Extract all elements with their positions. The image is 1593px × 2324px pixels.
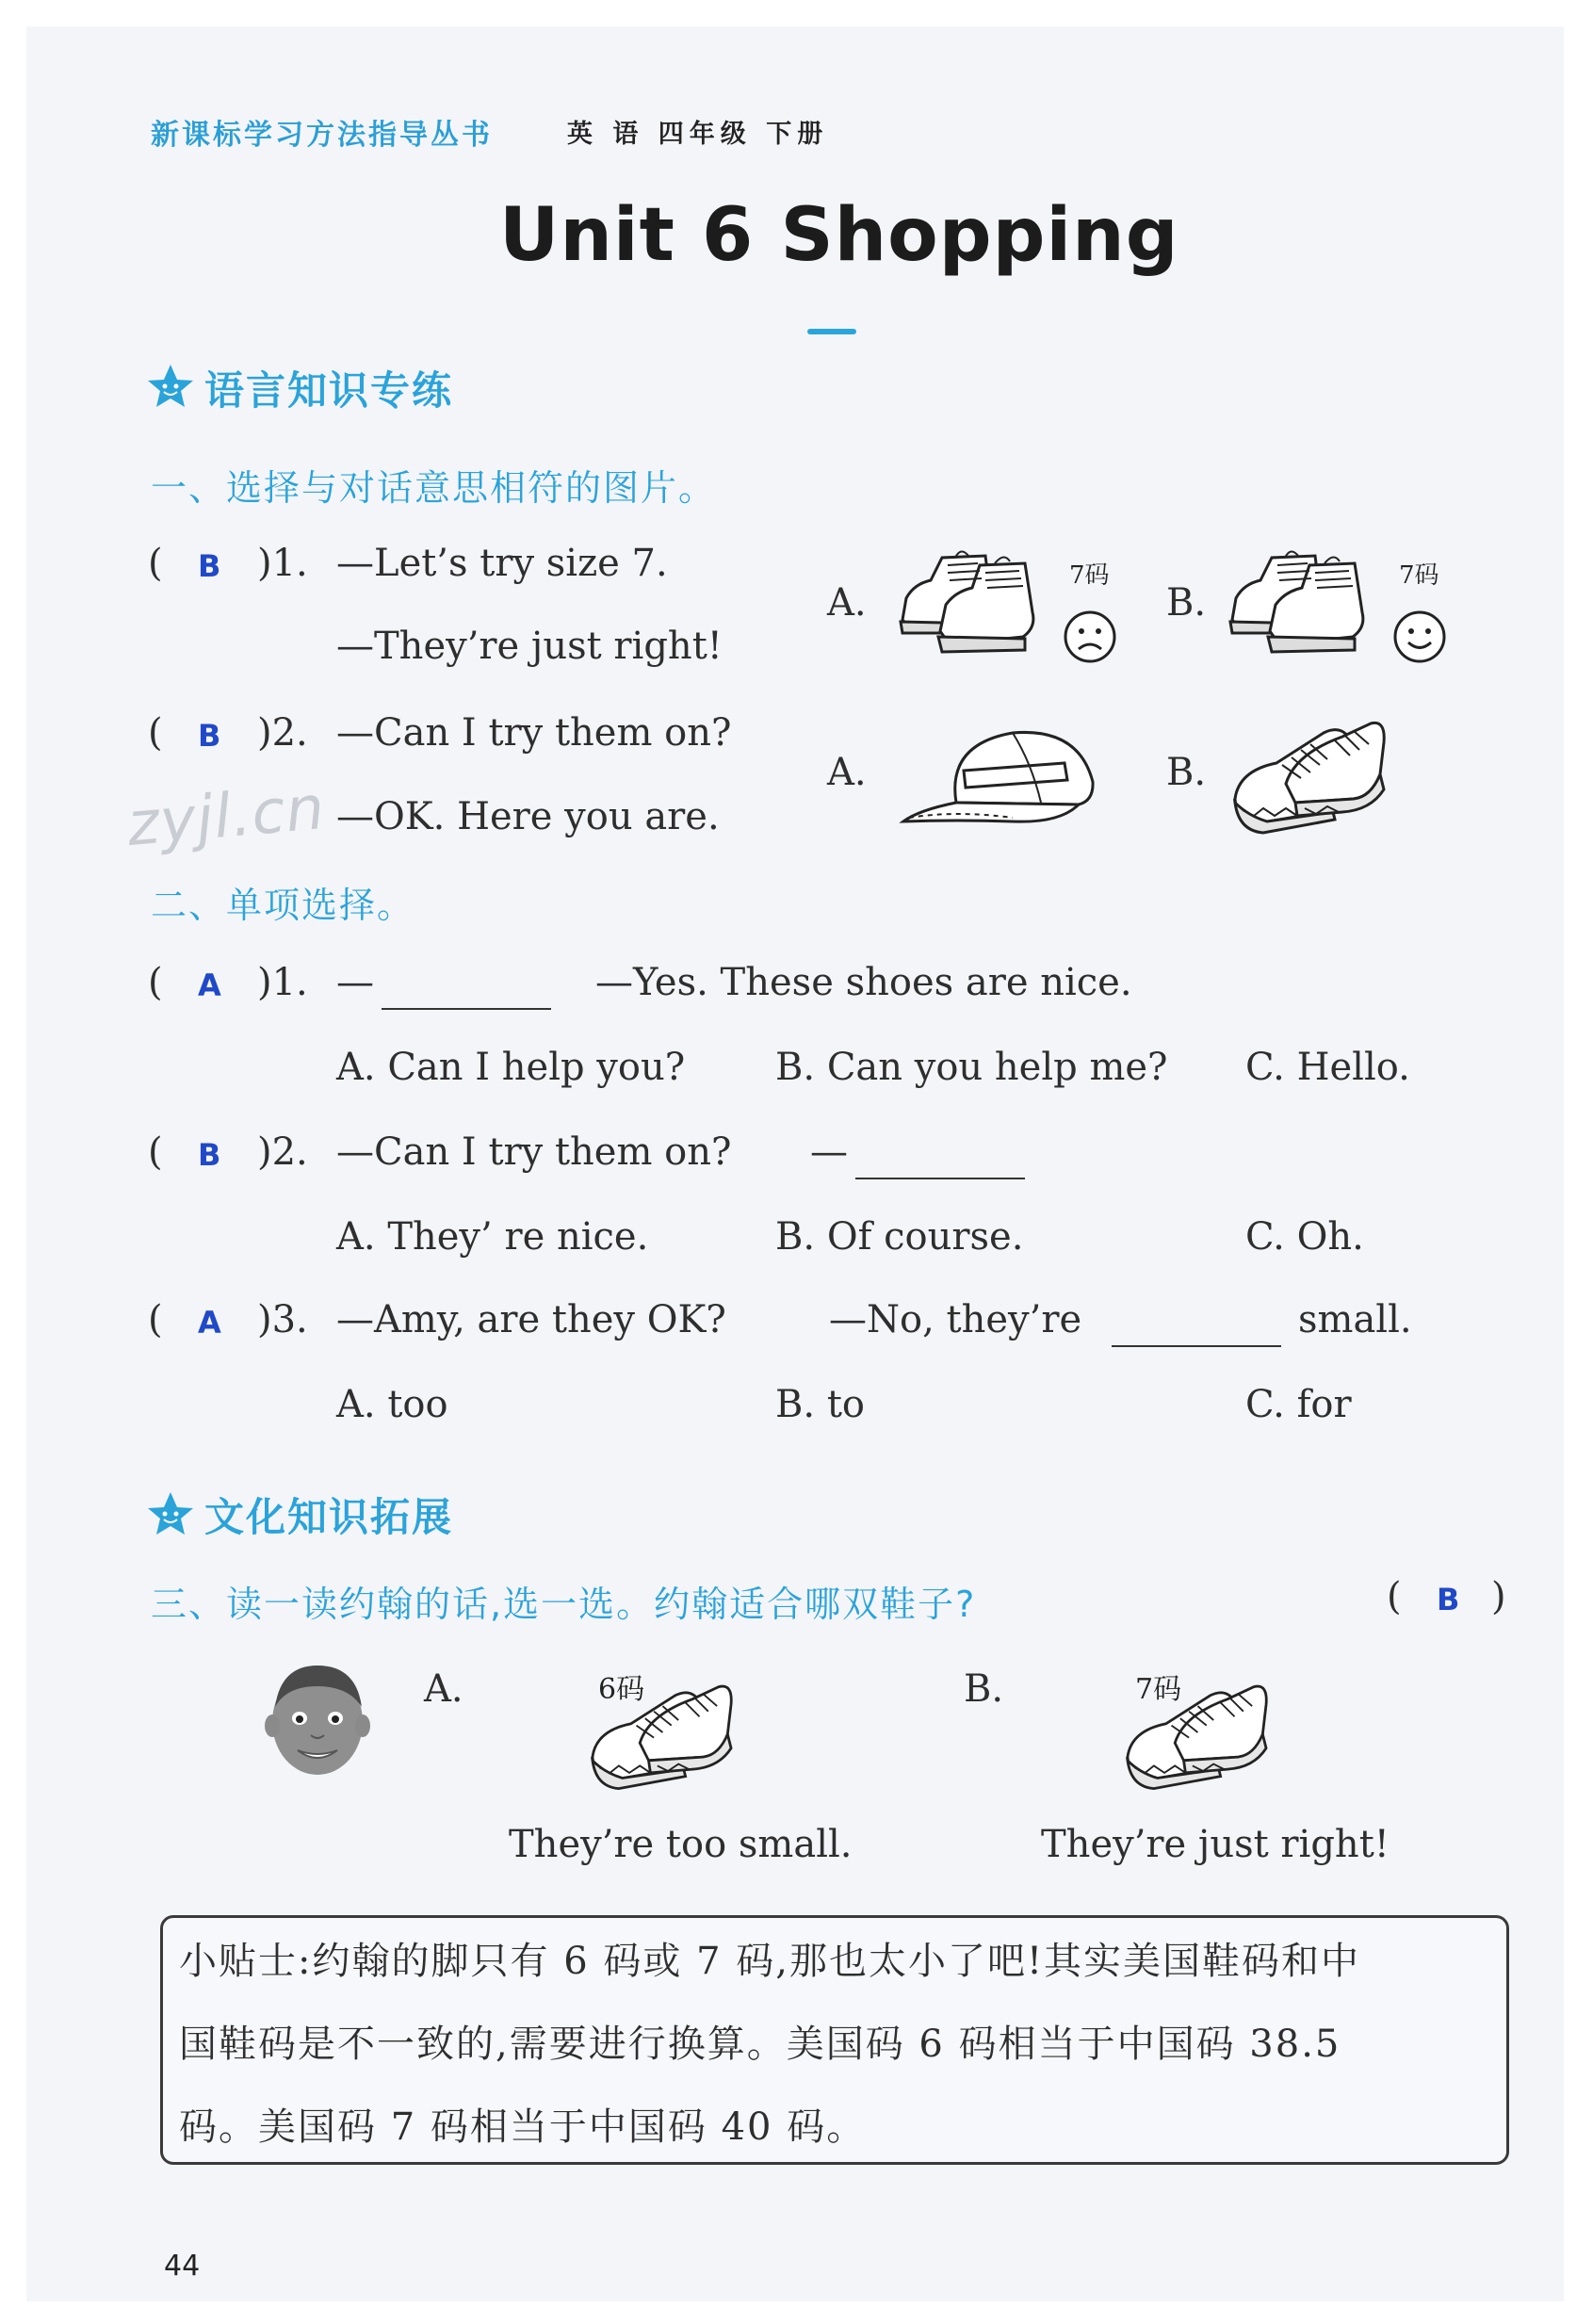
answer-blank[interactable] — [1112, 1345, 1281, 1347]
dialog-line: —Can I try them on? — [336, 1130, 732, 1174]
answer-p2-q3: A — [198, 1305, 221, 1341]
sneakers-image — [1229, 705, 1390, 841]
bracket-close: ) — [1491, 1575, 1506, 1618]
subject-grade: 英 语 四年级 下册 — [567, 120, 829, 149]
option-label: B. — [964, 1667, 1004, 1711]
caption-a: They’re too small. — [509, 1823, 853, 1866]
dialog-line: —Let’s try size 7. — [336, 542, 668, 585]
size-label: 7码 — [1399, 561, 1439, 590]
watermark: zyjl.cn — [124, 772, 328, 861]
bracket-open: ( — [148, 1298, 163, 1341]
question-number: )1. — [257, 961, 308, 1004]
boots-image — [893, 546, 1067, 664]
option-label: A. — [827, 581, 867, 625]
bracket-open: ( — [148, 961, 163, 1004]
answer-p2-q1: A — [198, 967, 221, 1003]
choice-c: C. for — [1245, 1383, 1352, 1426]
sneakers-image — [584, 1669, 740, 1796]
star-icon — [146, 363, 195, 410]
option-label: A. — [424, 1667, 463, 1711]
answer-blank[interactable] — [855, 1178, 1025, 1179]
choice-a: A. They’ re nice. — [336, 1215, 649, 1259]
answer-p1-q1: B — [198, 548, 221, 584]
choice-c: C. Hello. — [1245, 1046, 1410, 1089]
dialog-line: —No, they’re — [829, 1298, 1082, 1341]
dialog-line: —Can I try them on? — [336, 711, 732, 755]
choice-b: B. Of course. — [775, 1215, 1024, 1259]
tip-line: 国鞋码是不一致的,需要进行换算。美国码 6 码相当于中国码 38.5 — [179, 2023, 1341, 2066]
dialog-line: —Amy, are they OK? — [336, 1298, 726, 1341]
sneakers-image — [1119, 1669, 1275, 1796]
part1-heading: 一、选择与对话意思相符的图片。 — [151, 467, 717, 509]
bracket-open: ( — [1387, 1575, 1402, 1618]
question-number: )1. — [257, 542, 308, 585]
choice-c: C. Oh. — [1245, 1215, 1364, 1259]
answer-p2-q2: B — [198, 1137, 221, 1173]
dialog-line: —Yes. These shoes are nice. — [595, 961, 1132, 1004]
bracket-open: ( — [148, 1130, 163, 1174]
dialog-line: —They’re just right! — [336, 625, 723, 668]
tip-line: 小贴士:约翰的脚只有 6 码或 7 码,那也太小了吧!其实美国鞋码和中 — [179, 1940, 1361, 1983]
star-icon — [146, 1490, 195, 1537]
size-label: 7码 — [1069, 561, 1110, 590]
dialog-line: small. — [1298, 1298, 1412, 1341]
page-title: Unit 6 Shopping — [499, 193, 1179, 278]
question-number: )2. — [257, 711, 308, 755]
option-label: B. — [1166, 581, 1207, 625]
tip-line: 码。美国码 7 码相当于中国码 40 码。 — [179, 2105, 867, 2149]
dialog-line: —OK. Here you are. — [336, 795, 720, 838]
choice-b: B. to — [775, 1383, 865, 1426]
size-label: 7码 — [1135, 1673, 1182, 1706]
bracket-open: ( — [148, 542, 163, 585]
choice-a: A. Can I help you? — [336, 1046, 686, 1089]
answer-p1-q2: B — [198, 718, 221, 754]
boots-image — [1223, 546, 1397, 664]
question-number: )2. — [257, 1130, 308, 1174]
title-underline — [807, 329, 856, 334]
caption-b: They’re just right! — [1041, 1823, 1390, 1866]
part2-heading: 二、单项选择。 — [151, 885, 415, 926]
part3-heading: 三、读一读约翰的话,选一选。约翰适合哪双鞋子? — [151, 1584, 977, 1625]
dialog-line: — — [336, 961, 374, 1004]
dialog-line: — — [810, 1130, 848, 1174]
choice-a: A. too — [336, 1383, 448, 1426]
answer-p3: B — [1437, 1582, 1460, 1617]
happy-face-icon — [1392, 609, 1447, 664]
answer-blank[interactable] — [382, 1008, 551, 1010]
option-label: B. — [1166, 751, 1207, 794]
bracket-open: ( — [148, 711, 163, 755]
section-heading-culture: 文化知识拓展 — [204, 1494, 454, 1540]
section-heading-language: 语言知识专练 — [204, 367, 454, 414]
page-number: 44 — [164, 2250, 201, 2283]
cap-image — [900, 716, 1102, 838]
question-number: )3. — [257, 1298, 308, 1341]
sad-face-icon — [1063, 609, 1117, 664]
choice-b: B. Can you help me? — [775, 1046, 1168, 1089]
size-label: 6码 — [598, 1673, 645, 1706]
option-label: A. — [827, 751, 867, 794]
boy-face-image — [264, 1658, 372, 1780]
series-title: 新课标学习方法指导丛书 — [151, 119, 493, 152]
